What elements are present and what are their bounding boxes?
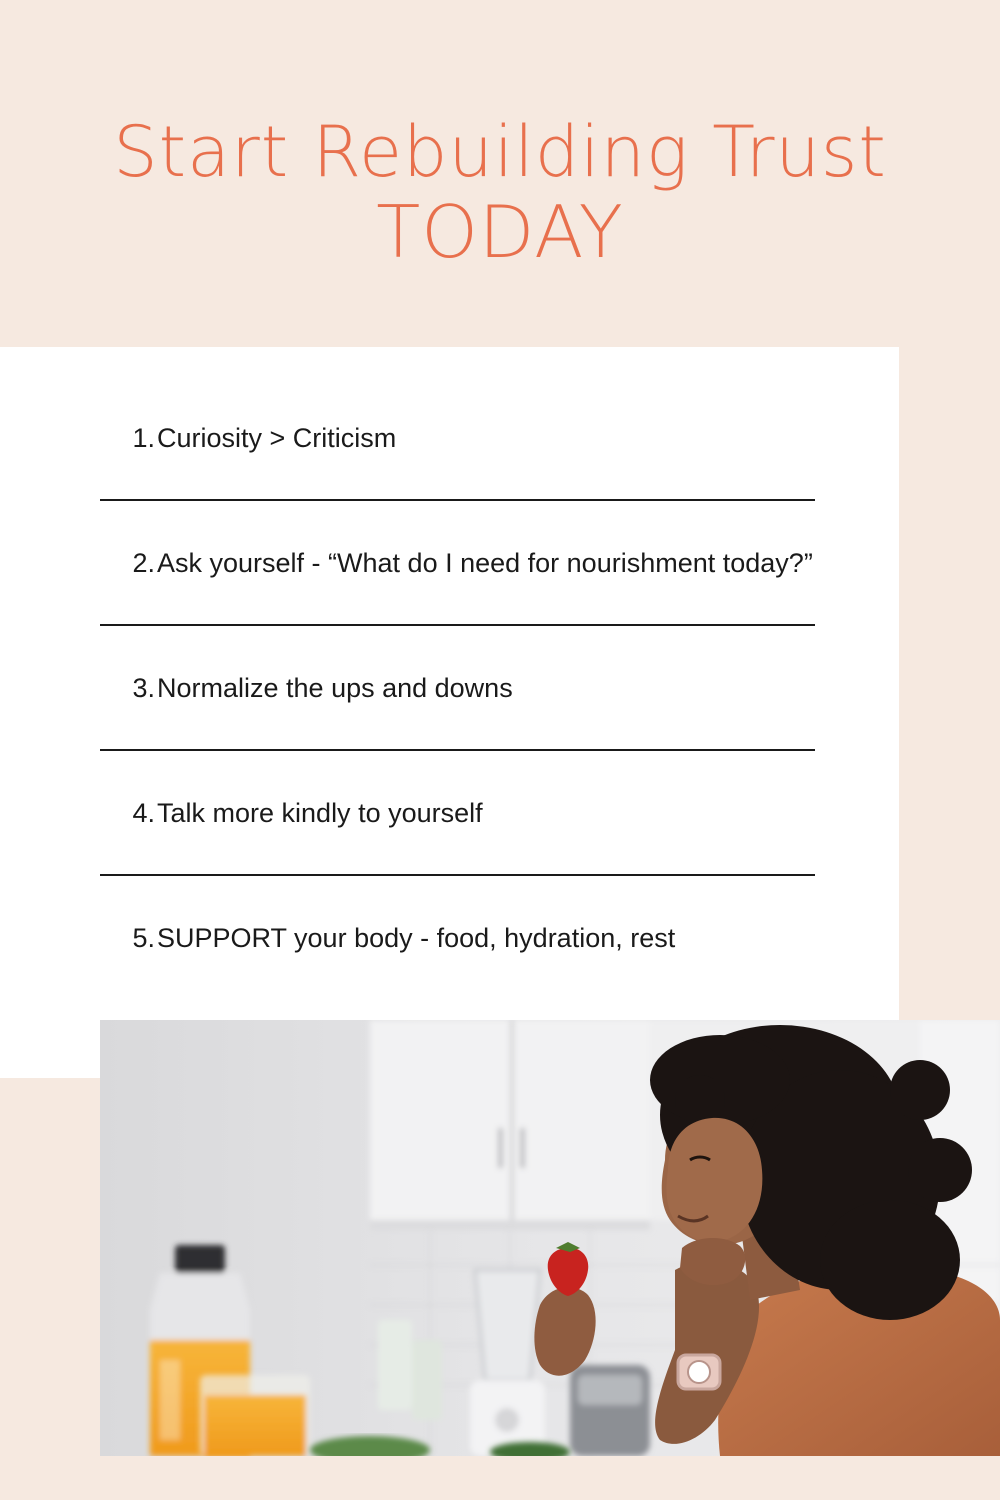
item-number: 2. bbox=[132, 547, 155, 578]
item-text: Curiosity > Criticism bbox=[157, 422, 397, 453]
list-item bbox=[128, 793, 483, 833]
item-text: Talk more kindly to yourself bbox=[157, 797, 483, 828]
list-item bbox=[128, 543, 813, 583]
item-text: Ask yourself - “What do I need for nourishment today?” bbox=[157, 547, 813, 578]
item-text: Normalize the ups and downs bbox=[157, 672, 513, 703]
list-item bbox=[128, 418, 396, 458]
item-text: SUPPORT your body - food, hydration, rest bbox=[157, 922, 676, 953]
divider bbox=[100, 499, 815, 501]
page-title bbox=[0, 112, 1000, 272]
item-number: 5. bbox=[132, 922, 155, 953]
kitchen-photo bbox=[100, 1020, 1000, 1456]
divider bbox=[100, 874, 815, 876]
item-number: 4. bbox=[132, 797, 155, 828]
tips-card bbox=[0, 347, 899, 1078]
list-item bbox=[128, 668, 513, 708]
item-number: 1. bbox=[132, 422, 155, 453]
woman-eating-strawberry-illustration bbox=[100, 1020, 1000, 1456]
title-line-1: Start Rebuilding Trust bbox=[113, 111, 887, 193]
divider bbox=[100, 749, 815, 751]
item-number: 3. bbox=[132, 672, 155, 703]
title-line-2: TODAY bbox=[376, 190, 624, 274]
divider bbox=[100, 624, 815, 626]
list-item bbox=[128, 918, 675, 958]
